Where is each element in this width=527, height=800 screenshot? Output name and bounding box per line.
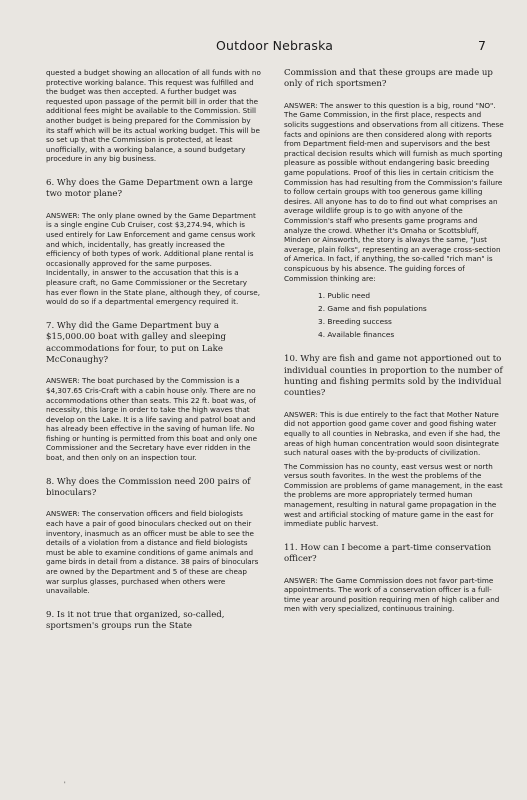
answer-10-paragraph-2: The Commission has no county, east versus west or north versus south favorites. In the west the problems of the Commission are problems of game management, in the east the problems are more appropriately termed human management, resulting in natural game propagation in the west and artificial stocking of mature game in the east for immediate public harvest. <box>284 461 503 529</box>
answer-7: ANSWER: The boat purchased by the Commission is a $4,307.65 Cris-Craft with a cabin house only. There are no accommodations other than seats. This 22 ft. boat was, of necessity, this large in order to take the high waves that develop on the Lake. It is a life saving and patrol boat and has already been effective in the saving of human life. No fishing or hunting is permitted from this boat and only one Commissioner and the Secretary have ever ridden in the boat, and then only on an inspection tour. <box>46 376 258 463</box>
question-9-continued: Commission and that these groups are made up only of rich sportsmen? <box>284 68 493 90</box>
question-8: 8. Why does the Commission need 200 pairs of binoculars? <box>46 476 251 499</box>
answer-9: ANSWER: The answer to this question is a big, round "NO". The Game Commission, in the first place, respects and solicits suggestions and observations from all citizens. These facts and opinions are then considered along with reports from Department field-men and supervisors and the best practical decision results which will furnish as much sporting pleasure as possible without endangering basic breeding game populations. Proof of this lies in certain criticism the Commission has had resulting from the Commission's failure to follow certain groups with too generous game killing desires. All anyone has to do to find out what comprises an average wildlife group is to go with anyone of the Commission's staff who presents game programs and analyze the crowd. Whether it's Omaha or Scottsbluff, Minden or Ainsworth, the story is always the same, "Just average, plain folks", representing an average cross-section of America. In fact, if anything, the so-called "rich man" is conspicuous by his absence. The guiding forces of Commission thinking are: <box>284 100 504 283</box>
answer-11: ANSWER: The Game Commission does not favor part-time appointments. The work of a conservation officer is a full-time year around position requiring men of high caliber and men with very specialized, continuous training. <box>284 575 500 614</box>
list-item: 2. Game and fish populations <box>318 304 427 314</box>
question-7: 7. Why did the Game Department buy a $15,000.00 boat with galley and sleeping accommodations for four, to put on Lake McConaughy? <box>46 320 227 365</box>
question-11: 11. How can I become a part-time conservation officer? <box>284 542 492 565</box>
list-item: 1. Public need <box>318 291 371 301</box>
question-6: 6. Why does the Game Department own a large two motor plane? <box>46 177 253 200</box>
list-item: 3. Breeding success <box>318 317 392 327</box>
intro-paragraph: quested a budget showing an allocation of all funds with no protective working balance. This request was fulfilled and the budget was then accepted. A further budget was requested upon passage of the permit bill in order that the additional fees might be available to the Commission. Still another budget is being prepared for the Commission by its staff which will be its actual working budget. This will be so set up that the Commission is protected, at least unofficially, with a working balance, a sound budgetary procedure in any big business. <box>46 68 261 164</box>
left-column <box>46 68 261 643</box>
publication-title: Outdoor Nebraska <box>216 38 334 53</box>
answer-8: ANSWER: The conservation officers and field biologists each have a pair of good binoculars checked out on their inventory, inasmuch as an officer must be able to see the details of a violation from a distance and field biologists must be able to examine conditions of game animals and game birds in detail from a distance. 38 pairs of binoculars are owned by the Department and 5 of these are cheap war surplus glasses, purchased when others were unavailable. <box>46 509 259 596</box>
answer-10-paragraph-1: ANSWER: This is due entirely to the fact that Mother Nature did not apportion good game cover and good fishing water equally to all counties in Nebraska, and even if she had, the areas of high human concentration would soon disintegrate such natural oases with the by-products of civilization. <box>284 409 501 458</box>
question-10: 10. Why are fish and game not apportioned out to individual counties in proportion to the number of hunting and fishing permits sold by the individual counties? <box>284 354 503 399</box>
guiding-forces-list <box>284 291 506 340</box>
footer-mark: ' <box>64 781 66 788</box>
answer-6-paragraph-1: ANSWER: The only plane owned by the Game Department is a single engine Cub Cruiser, cost $3,274.94, which is used entirely for Law Enforcement and game census work and which, incidentally, has greatly increased the efficiency of both types of work. Additional plane rental is occasionally approved for the same purposes. <box>46 210 256 268</box>
right-column <box>284 68 506 614</box>
list-item: 4. Available finances <box>318 330 395 340</box>
answer-6-paragraph-2: Incidentally, in answer to the accusation that this is a pleasure craft, no Game Commissioner or the Secretary has ever flown in the State plane, although they, of course, would do so if a departmental emergency required it. <box>46 268 260 307</box>
page-number: 7 <box>478 38 486 53</box>
question-9: 9. Is it not true that organized, so-called, sportsmen's groups run the State <box>46 609 225 632</box>
